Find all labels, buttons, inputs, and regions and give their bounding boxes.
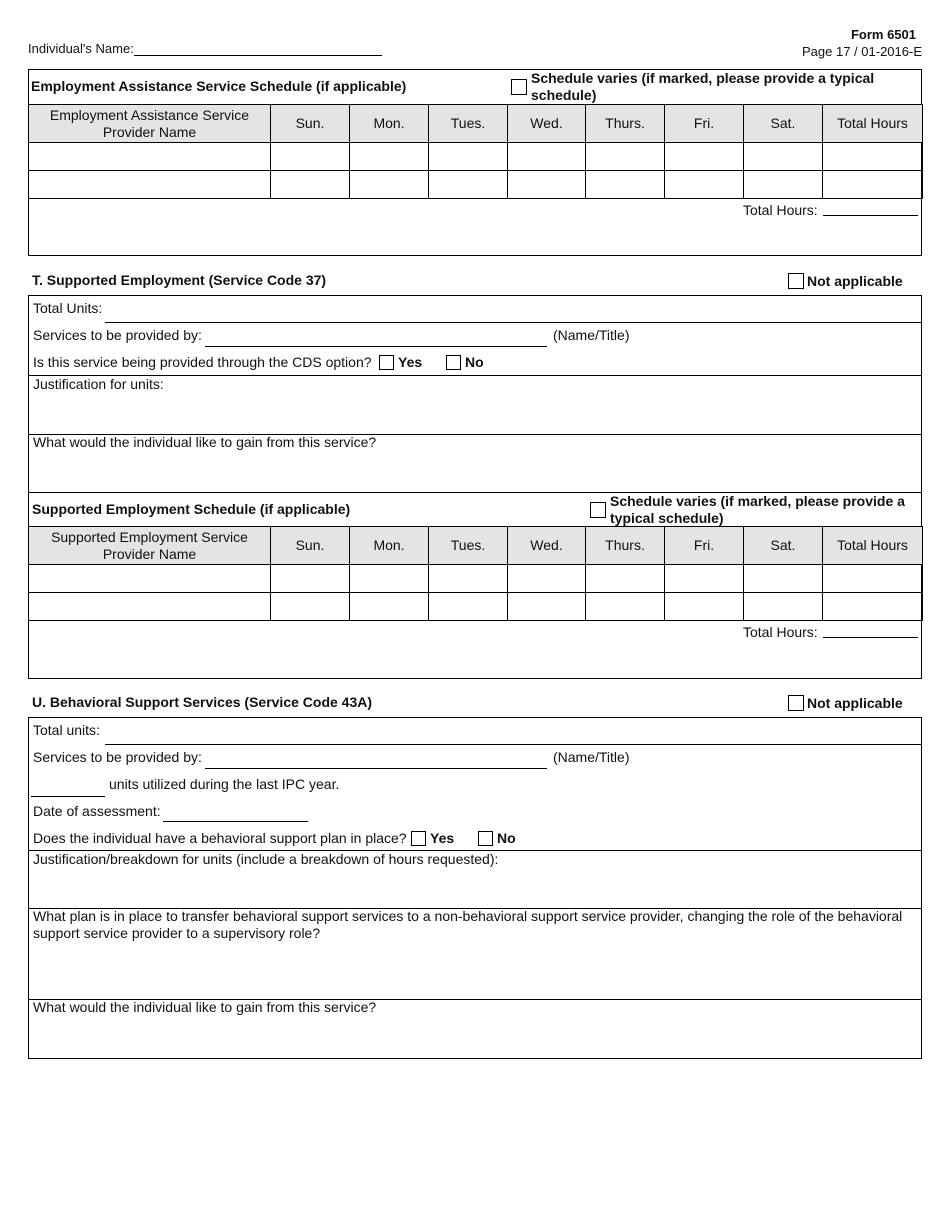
u-name-title-label: (Name/Title)	[553, 749, 630, 765]
t-justification-label: Justification for units:	[33, 376, 164, 392]
ea-schedule-table	[28, 104, 923, 199]
t-cds-yes-checkbox[interactable]	[379, 355, 394, 370]
table-cell[interactable]	[350, 171, 429, 199]
t-cds-question: Is this service being provided through the CDS option?	[33, 354, 372, 370]
page-info: Page 17 / 01-2016-E	[802, 44, 922, 59]
section-t-title: T. Supported Employment (Service Code 37)	[32, 272, 327, 288]
table-cell[interactable]	[665, 565, 744, 593]
col-provider-name: Supported Employment Service Provider Name	[29, 527, 271, 565]
se-total-hours-label: Total Hours:	[743, 624, 818, 640]
table-cell[interactable]	[744, 171, 823, 199]
u-plan-yes-checkbox[interactable]	[411, 831, 426, 846]
u-plan-question: Does the individual have a behavioral support plan in place?	[33, 830, 407, 846]
section-t-box	[28, 295, 922, 679]
u-justification-label: Justification/breakdown for units (include a breakdown of hours requested):	[33, 851, 499, 867]
table-cell[interactable]	[29, 143, 271, 171]
se-schedule-varies-checkbox[interactable]	[590, 502, 606, 518]
t-not-applicable-label: Not applicable	[807, 273, 903, 289]
col-fri: Fri.	[665, 527, 744, 565]
table-cell[interactable]	[823, 143, 923, 171]
u-not-applicable-checkbox[interactable]	[788, 695, 804, 711]
table-row	[29, 565, 923, 593]
t-total-units-label: Total Units:	[33, 300, 103, 316]
t-not-applicable-checkbox[interactable]	[788, 273, 804, 289]
form-number: Form 6501	[850, 27, 916, 42]
table-cell[interactable]	[29, 171, 271, 199]
col-total-hours: Total Hours	[823, 105, 923, 143]
col-fri: Fri.	[665, 105, 744, 143]
table-cell[interactable]	[508, 171, 586, 199]
table-cell[interactable]	[586, 143, 665, 171]
table-cell[interactable]	[586, 171, 665, 199]
u-total-units-label: Total units:	[33, 722, 100, 738]
t-provided-by-label: Services to be provided by:	[33, 327, 202, 343]
se-header-row	[29, 527, 923, 565]
individual-name-input[interactable]	[134, 55, 382, 56]
col-tues: Tues.	[429, 527, 508, 565]
table-cell[interactable]	[744, 565, 823, 593]
table-cell[interactable]	[586, 593, 665, 621]
u-total-units-input[interactable]	[105, 744, 922, 745]
col-sun: Sun.	[271, 527, 350, 565]
se-schedule-table	[28, 526, 923, 621]
table-cell[interactable]	[29, 565, 271, 593]
table-cell[interactable]	[508, 565, 586, 593]
col-provider-name: Employment Assistance Service Provider Name	[29, 105, 271, 143]
col-sat: Sat.	[744, 105, 823, 143]
u-plan-yes-label: Yes	[430, 830, 455, 846]
t-provided-by-input[interactable]	[205, 346, 547, 347]
col-mon: Mon.	[350, 105, 429, 143]
col-tues: Tues.	[429, 105, 508, 143]
u-provided-by-label: Services to be provided by:	[33, 749, 202, 765]
col-total-hours: Total Hours	[823, 527, 923, 565]
col-mon: Mon.	[350, 527, 429, 565]
ea-total-hours-input[interactable]	[823, 215, 918, 216]
u-plan-no-label: No	[497, 830, 516, 846]
table-cell[interactable]	[350, 143, 429, 171]
table-cell[interactable]	[508, 593, 586, 621]
table-cell[interactable]	[29, 593, 271, 621]
t-total-units-input[interactable]	[105, 322, 922, 323]
ea-header-row	[29, 105, 923, 143]
table-row	[29, 593, 923, 621]
se-total-hours-input[interactable]	[823, 637, 918, 638]
table-cell[interactable]	[665, 143, 744, 171]
t-cds-no-label: No	[465, 354, 484, 370]
u-assessment-date-label: Date of assessment:	[33, 803, 161, 819]
u-units-utilized-input[interactable]	[31, 796, 105, 797]
u-gain-label: What would the individual like to gain from this service?	[33, 999, 377, 1015]
table-cell[interactable]	[350, 593, 429, 621]
t-cds-no-checkbox[interactable]	[446, 355, 461, 370]
table-cell[interactable]	[744, 593, 823, 621]
col-wed: Wed.	[508, 527, 586, 565]
u-transfer-question: What plan is in place to transfer behavioral support services to a non-behavioral support service provider, changing the role of the behavioral support service provider to a supervisory role?	[33, 908, 903, 941]
section-u-title: U. Behavioral Support Services (Service Code 43A)	[32, 694, 373, 710]
ea-total-hours-label: Total Hours:	[743, 202, 818, 218]
u-provided-by-input[interactable]	[205, 768, 547, 769]
table-cell[interactable]	[586, 565, 665, 593]
table-cell[interactable]	[823, 565, 923, 593]
u-assessment-date-input[interactable]	[163, 821, 308, 822]
col-thurs: Thurs.	[586, 105, 665, 143]
table-cell[interactable]	[744, 143, 823, 171]
col-sun: Sun.	[271, 105, 350, 143]
col-wed: Wed.	[508, 105, 586, 143]
table-cell[interactable]	[271, 565, 350, 593]
table-cell[interactable]	[271, 171, 350, 199]
employment-assistance-schedule-title: Employment Assistance Service Schedule (if applicable)	[31, 78, 407, 94]
ea-schedule-varies-checkbox[interactable]	[511, 79, 527, 95]
ea-schedule-varies-label: Schedule varies (if marked, please provide a typical schedule)	[531, 70, 875, 103]
table-cell[interactable]	[429, 171, 508, 199]
table-cell[interactable]	[508, 143, 586, 171]
individual-name-label: Individual's Name:	[28, 41, 134, 56]
table-cell[interactable]	[429, 593, 508, 621]
col-thurs: Thurs.	[586, 527, 665, 565]
table-cell[interactable]	[271, 593, 350, 621]
u-not-applicable-label: Not applicable	[807, 695, 903, 711]
table-cell[interactable]	[665, 171, 744, 199]
table-cell[interactable]	[429, 565, 508, 593]
t-cds-yes-label: Yes	[398, 354, 423, 370]
table-row	[29, 143, 923, 171]
se-schedule-title: Supported Employment Schedule (if applicable)	[32, 501, 351, 517]
table-cell[interactable]	[429, 143, 508, 171]
table-cell[interactable]	[350, 565, 429, 593]
table-cell[interactable]	[823, 593, 923, 621]
u-plan-no-checkbox[interactable]	[478, 831, 493, 846]
table-row	[29, 171, 923, 199]
table-cell[interactable]	[665, 593, 744, 621]
t-gain-label: What would the individual like to gain from this service?	[33, 434, 377, 450]
table-cell[interactable]	[271, 143, 350, 171]
se-schedule-varies-label: Schedule varies (if marked, please provide a typical schedule)	[610, 493, 905, 526]
t-name-title-label: (Name/Title)	[553, 327, 630, 343]
table-cell[interactable]	[823, 171, 923, 199]
col-sat: Sat.	[744, 527, 823, 565]
u-units-utilized-label: units utilized during the last IPC year.	[109, 776, 340, 792]
